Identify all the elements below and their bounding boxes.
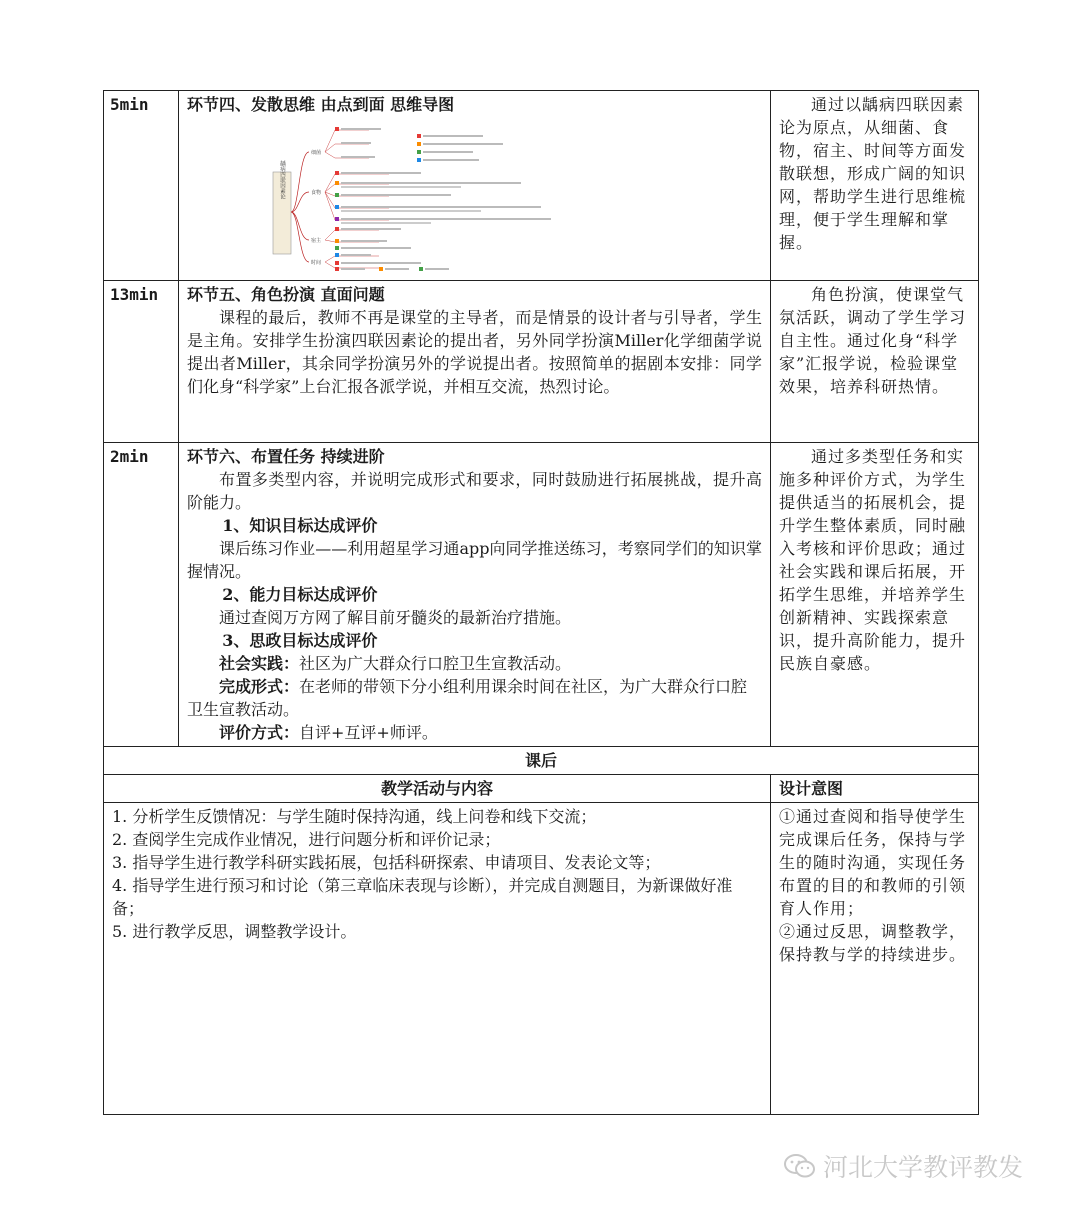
evaluation-text: 自评+互评+师评。	[299, 723, 438, 742]
intent-text: 通过多类型任务和实施多种评价方式，为学生提供适当的拓展机会，提升学生整体素质，同时融入考核和评价思政；通过社会实践和课后拓展，开拓学生思维，并培养学生创新精神、实践探索意识，提升高阶能力，提升民族自豪感。	[779, 447, 967, 673]
document-page	[103, 90, 978, 1115]
list-item: 1. 分析学生反馈情况：与学生随时保持沟通，线上问卷和线下交流；	[112, 807, 597, 826]
stage-time: 13min	[104, 281, 179, 443]
subsection-heading: 3、思政目标达成评价	[222, 631, 378, 650]
mind-map-figure	[269, 122, 762, 278]
list-item: 4. 指导学生进行预习和讨论（第三章临床表现与诊断），并完成自测题目，为新课做好准备；	[112, 876, 733, 918]
social-practice-line	[187, 652, 762, 675]
stage-title: 环节五、角色扮演 直面问题	[187, 285, 385, 304]
stage-content	[179, 443, 771, 747]
stage-intent	[771, 281, 979, 443]
lesson-table	[103, 90, 979, 1115]
stage-time: 5min	[104, 91, 179, 281]
after-class-content-row	[104, 803, 979, 1115]
mind-map-branch-4: 时间	[311, 260, 322, 266]
column-header-intent: 设计意图	[771, 775, 979, 803]
list-item: 3. 指导学生进行教学科研实践拓展，包括科研探索、申请项目、发表论文等；	[112, 853, 661, 872]
completion-form-label: 完成形式：	[219, 677, 300, 696]
list-item: 2. 查阅学生完成作业情况，进行问题分析和评价记录；	[112, 830, 501, 849]
stage-row-6	[104, 443, 979, 747]
mind-map-root: 龋病四联因素论	[279, 160, 285, 200]
intent-text: 通过以龋病四联因素论为原点，从细菌、食物，宿主、时间等方面发散联想，形成广阔的知识网，帮助学生进行思维梳理，便于学生理解和掌握。	[779, 95, 967, 252]
column-header-activities: 教学活动与内容	[104, 775, 771, 803]
stage-content	[179, 281, 771, 443]
stage-time: 2min	[104, 443, 179, 747]
social-practice-label: 社会实践：	[219, 654, 300, 673]
list-item: 5. 进行教学反思，调整教学设计。	[112, 922, 357, 941]
evaluation-label: 评价方式：	[219, 723, 300, 742]
subsection-text: 通过查阅万方网了解目前牙髓炎的最新治疗措施。	[219, 608, 572, 627]
stage-row-5	[104, 281, 979, 443]
intent-text: ②通过反思，调整教学，保持教与学的持续进步。	[779, 922, 967, 964]
evaluation-line	[187, 721, 762, 744]
mind-map-branch-3: 宿主	[311, 238, 322, 244]
wechat-icon	[783, 1152, 817, 1180]
stage-row-4	[104, 91, 979, 281]
mind-map-branch-2: 食物	[311, 190, 322, 196]
social-practice-text: 社区为广大群众行口腔卫生宣教活动。	[299, 654, 572, 673]
completion-form-text: 在老师的带领下分小组利用课余时间在社区，为广大群众行口腔卫生宣教活动。	[187, 677, 748, 719]
watermark	[783, 1148, 1023, 1184]
subsection-heading: 1、知识目标达成评价	[222, 516, 378, 535]
section-title: 课后	[104, 747, 979, 775]
intent-text: 角色扮演，使课堂气氛活跃，调动了学生学习自主性。通过化身“科学家”汇报学说，检验课堂效果，培养科研热情。	[779, 285, 967, 396]
stage-intent	[771, 443, 979, 747]
after-class-intent	[771, 803, 979, 1115]
mind-map-branch-1: 细菌	[311, 150, 322, 156]
subsection-text: 课后练习作业——利用超星学习通app向同学推送练习，考察同学们的知识掌握情况。	[187, 539, 762, 581]
stage-paragraph: 课程的最后，教师不再是课堂的主导者，而是情景的设计者与引导者，学生是主角。安排学生扮演四联因素论的提出者，另外同学扮演Miller化学细菌学说提出者Miller，其余同学扮演另外的学说提出者。按照简单的据剧本安排：同学们化身“科学家”上台汇报各派学说，并相互交流，热烈讨论。	[187, 308, 762, 396]
intent-text: ①通过查阅和指导使学生完成课后任务，保持与学生的随时沟通，实现任务布置的目的和教师的引领育人作用；	[779, 807, 967, 918]
after-class-section-row	[104, 747, 979, 775]
completion-form-line	[187, 675, 762, 721]
watermark-text: 河北大学教评教发	[823, 1153, 1024, 1182]
after-class-header-row	[104, 775, 979, 803]
after-class-activities	[104, 803, 771, 1115]
stage-intent	[771, 91, 979, 281]
mind-map-diagram	[269, 122, 569, 272]
stage-title: 环节六、布置任务 持续进阶	[187, 447, 385, 466]
stage-title: 环节四、发散思维 由点到面 思维导图	[187, 95, 455, 114]
activity-list	[112, 805, 762, 943]
subsection-heading: 2、能力目标达成评价	[222, 585, 378, 604]
stage-intro: 布置多类型内容，并说明完成形式和要求，同时鼓励进行拓展挑战，提升高阶能力。	[187, 470, 762, 512]
stage-content	[179, 91, 771, 281]
